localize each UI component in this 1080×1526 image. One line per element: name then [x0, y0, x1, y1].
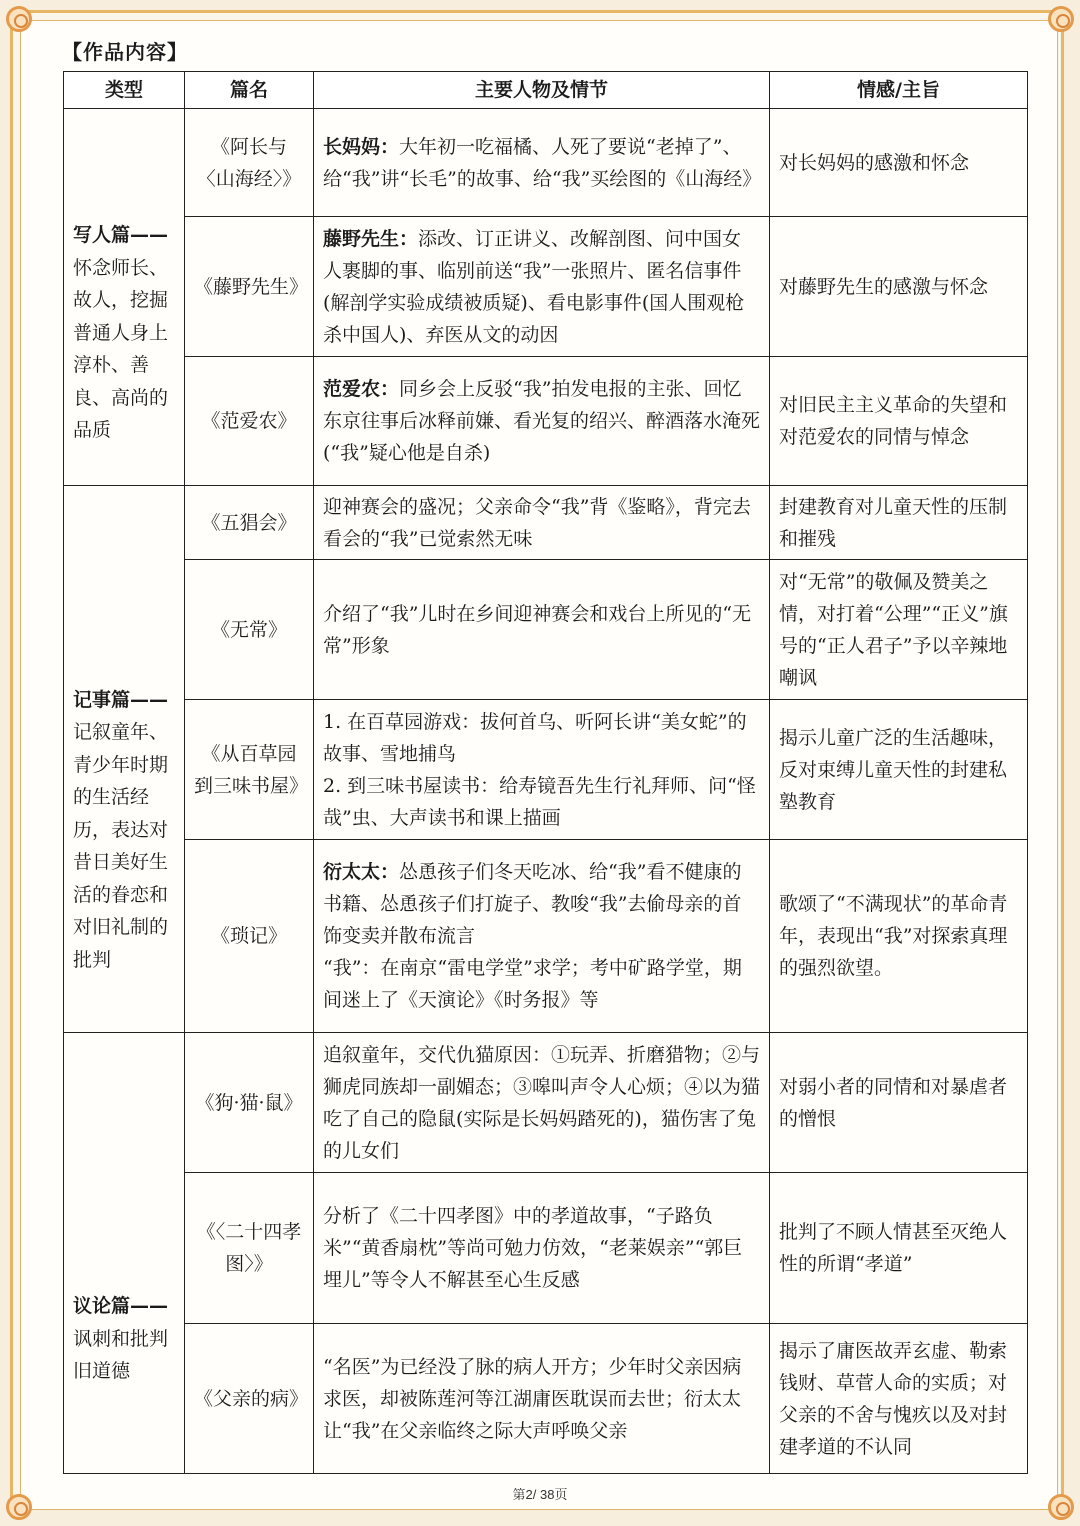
theme-cell: 对长妈妈的感激和怀念	[770, 109, 1028, 217]
category-desc: 怀念师长、故人，挖掘普通人身上淳朴、善良、高尚的品质	[73, 256, 169, 442]
header-plot: 主要人物及情节	[314, 72, 770, 109]
plot-cell	[314, 109, 770, 217]
work-title: 《范爱农》	[185, 357, 314, 486]
table-row	[64, 109, 1028, 217]
theme-cell: 对“无常”的敬佩及赞美之情，对打着“公理”“正义”旗号的“正人君子”予以辛辣地嘲讽	[770, 560, 1028, 700]
theme-cell: 对弱小者的同情和对暴虐者的憎恨	[770, 1033, 1028, 1173]
table-row	[64, 1324, 1028, 1474]
table-row	[64, 840, 1028, 1033]
work-title: 《阿长与〈山海经〉》	[185, 109, 314, 217]
plot-text: 添改、订正讲义、改解剖图、问中国女人裹脚的事、临别前送“我”一张照片、匿名信事件(解剖学实验成绩被质疑)、看电影事件(国人围观枪杀中国人)、弃医从文的动因	[323, 227, 745, 346]
corner-ornament-icon	[1048, 6, 1074, 32]
corner-ornament-icon	[6, 6, 32, 32]
character-name: 范爱农：	[323, 378, 400, 400]
table-row	[64, 1033, 1028, 1173]
plot-cell	[314, 486, 770, 560]
plot-line: 2. 到三味书屋读书：给寿镜吾先生行礼拜师、问“怪哉”虫、大声读书和课上描画	[323, 774, 756, 829]
plot-text: 迎神赛会的盛况；父亲命令“我”背《鉴略》，背完去看会的“我”已觉索然无味	[323, 495, 751, 550]
table-row	[64, 1173, 1028, 1324]
character-name: 藤野先生：	[323, 227, 419, 250]
section-title: 【作品内容】	[62, 40, 188, 64]
header-theme: 情感/主旨	[770, 72, 1028, 109]
plot-cell	[314, 560, 770, 700]
character-name: 长妈妈：	[323, 135, 400, 158]
plot-text: 分析了《二十四孝图》中的孝道故事，“子路负米”“黄香扇枕”等尚可勉力仿效，“老莱娱亲”“郭巨埋儿”等令人不解甚至心生反感	[323, 1205, 743, 1291]
work-title: 《五猖会》	[185, 486, 314, 560]
plot-text: 同乡会上反驳“我”拍发电报的主张、回忆东京往事后冰释前嫌、看光复的绍兴、醉酒落水淹死(“我”疑心他是自杀)	[323, 378, 761, 464]
category-label: 写人篇——	[73, 224, 169, 247]
theme-cell: 揭示了庸医故弄玄虚、勒索钱财、草菅人命的实质；对父亲的不舍与愧疚以及对封建孝道的不认同	[770, 1324, 1028, 1474]
table-row	[64, 700, 1028, 840]
category-desc: 记叙童年、青少年时期的生活经历，表达对昔日美好生活的眷恋和对旧礼制的批判	[73, 721, 169, 971]
work-title: 《狗·猫·鼠》	[185, 1033, 314, 1173]
plot-line: 1. 在百草园游戏：拔何首乌、听阿长讲“美女蛇”的故事、雪地捕鸟	[323, 710, 747, 765]
theme-cell: 批判了不顾人情甚至灭绝人性的所谓“孝道”	[770, 1173, 1028, 1324]
plot-text: 怂恿孩子们冬天吃冰、给“我”看不健康的书籍、怂恿孩子们打旋子、教唆“我”去偷母亲的首饰变卖并散布流言	[323, 861, 742, 947]
work-title: 《〈二十四孝图〉》	[185, 1173, 314, 1324]
header-title: 篇名	[185, 72, 314, 109]
table-row	[64, 560, 1028, 700]
plot-cell	[314, 840, 770, 1033]
category-cell	[64, 1033, 185, 1474]
plot-text: 追叙童年，交代仇猫原因：①玩弄、折磨猎物；②与狮虎同族却一副媚态；③嗥叫声令人心烦；④以为猫吃了自己的隐鼠(实际是长妈妈踏死的)，猫伤害了兔的儿女们	[323, 1043, 761, 1162]
category-label: 议论篇——	[73, 1295, 169, 1318]
plot-text: 大年初一吃福橘、人死了要说“老掉了”、给“我”讲“长毛”的故事、给“我”买绘图的《山海经》	[323, 135, 762, 190]
table-row	[64, 217, 1028, 357]
work-title: 《父亲的病》	[185, 1324, 314, 1474]
category-cell	[64, 109, 185, 486]
plot-cell	[314, 700, 770, 840]
plot-cell	[314, 1033, 770, 1173]
category-desc: 讽刺和批判旧道德	[73, 1327, 169, 1383]
theme-cell: 揭示儿童广泛的生活趣味，反对束缚儿童天性的封建私塾教育	[770, 700, 1028, 840]
table-row	[64, 357, 1028, 486]
work-title: 《琐记》	[185, 840, 314, 1033]
plot-line: “我”：在南京“雷电学堂”求学；考中矿路学堂，期间迷上了《天演论》《时务报》等	[323, 957, 742, 1011]
plot-cell	[314, 357, 770, 486]
work-title: 《无常》	[185, 560, 314, 700]
character-name: 衍太太：	[323, 861, 400, 883]
plot-cell	[314, 1324, 770, 1474]
theme-cell: 封建教育对儿童天性的压制和摧残	[770, 486, 1028, 560]
work-title: 《藤野先生》	[185, 217, 314, 357]
plot-text: 介绍了“我”儿时在乡间迎神赛会和戏台上所见的“无常”形象	[323, 602, 752, 657]
theme-cell: 歌颂了“不满现状”的革命青年，表现出“我”对探索真理的强烈欲望。	[770, 840, 1028, 1033]
category-cell	[64, 486, 185, 1033]
header-type: 类型	[64, 72, 185, 109]
plot-cell	[314, 1173, 770, 1324]
table-header-row	[64, 72, 1028, 109]
plot-cell	[314, 217, 770, 357]
works-table	[63, 71, 1028, 1474]
page-number: 第2/ 38页	[512, 1487, 568, 1502]
theme-cell: 对旧民主主义革命的失望和对范爱农的同情与悼念	[770, 357, 1028, 486]
theme-cell: 对藤野先生的感激与怀念	[770, 217, 1028, 357]
category-label: 记事篇——	[73, 688, 169, 711]
table-row	[64, 486, 1028, 560]
work-title: 《从百草园到三味书屋》	[185, 700, 314, 840]
plot-text: “名医”为已经没了脉的病人开方；少年时父亲因病求医，却被陈莲河等江湖庸医耽误而去世；衍太太让“我”在父亲临终之际大声呼唤父亲	[323, 1355, 742, 1442]
